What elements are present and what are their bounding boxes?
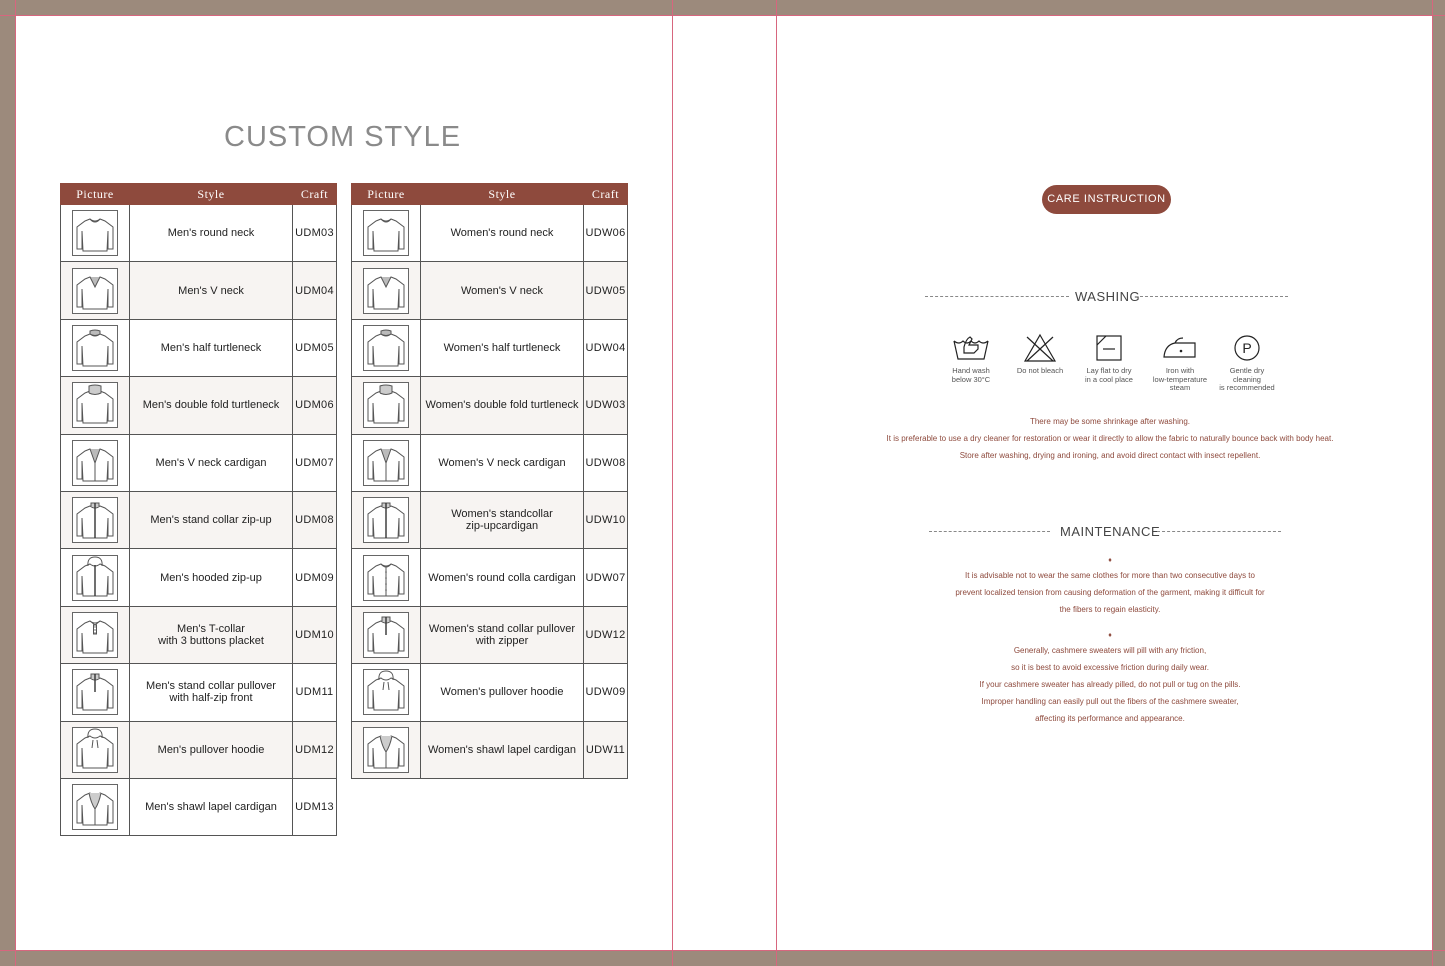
style-name-line: Men's double fold turtleneck xyxy=(142,399,280,412)
page-trim-line xyxy=(0,15,1445,16)
style-name-line: with 3 buttons placket xyxy=(158,634,264,647)
table-row xyxy=(352,664,628,721)
picture-cell xyxy=(61,606,130,663)
column-header-craft: Craft xyxy=(293,184,337,205)
picture-cell xyxy=(352,262,421,319)
style-name-line: Women's stand collar pullover xyxy=(428,622,576,635)
dry-flat-icon xyxy=(1074,333,1144,363)
table-row xyxy=(352,262,628,319)
turtleneck-sweater-icon xyxy=(72,382,118,428)
picture-cell xyxy=(352,319,421,376)
style-name xyxy=(421,721,584,778)
style-name-line: Women's double fold turtleneck xyxy=(425,399,579,412)
table-row xyxy=(61,434,337,491)
hooded-zip-up-icon xyxy=(72,555,118,601)
craft-code: UDM05 xyxy=(293,319,337,376)
maintenance-heading: MAINTENANCE xyxy=(1060,524,1161,539)
picture-cell xyxy=(352,664,421,721)
table-row xyxy=(61,491,337,548)
style-name-line: Men's stand collar zip-up xyxy=(150,514,272,527)
column-header-picture: Picture xyxy=(352,184,421,205)
half-zip-pullover-icon xyxy=(72,669,118,715)
washing-note: There may be some shrinkage after washing. xyxy=(1029,417,1191,426)
care-symbol xyxy=(1074,333,1144,384)
table-row xyxy=(352,549,628,606)
picture-cell xyxy=(61,721,130,778)
style-name xyxy=(130,721,293,778)
style-name xyxy=(130,319,293,376)
pullover-hoodie-icon xyxy=(72,727,118,773)
table-row xyxy=(61,319,337,376)
care-symbol-label: Iron with low-temperature steam xyxy=(1152,366,1208,392)
table-row xyxy=(352,721,628,778)
care-symbol xyxy=(1212,333,1282,393)
shawl-cardigan-icon xyxy=(363,727,409,773)
table-row xyxy=(61,664,337,721)
right-page xyxy=(776,15,1432,950)
picture-cell xyxy=(352,491,421,548)
care-symbol xyxy=(936,333,1006,384)
picture-cell xyxy=(61,205,130,262)
style-name-line: Women's standcollar xyxy=(451,508,553,521)
v-neck-sweater-icon xyxy=(72,268,118,314)
craft-code: UDM11 xyxy=(293,664,337,721)
maintenance-note: prevent localized tension from causing deformation of the garment, making it difficult for xyxy=(955,588,1265,597)
page-fold-line xyxy=(672,0,673,966)
maintenance-note: If your cashmere sweater has already pilled, do not pull or tug on the pills. xyxy=(979,680,1241,689)
divider xyxy=(925,296,1069,297)
care-symbol xyxy=(1005,333,1075,376)
style-name-line: Women's V neck xyxy=(461,284,543,297)
polo-sweater-icon xyxy=(72,612,118,658)
turtleneck-sweater-icon xyxy=(363,382,409,428)
craft-code: UDW08 xyxy=(584,434,628,491)
picture-cell xyxy=(61,549,130,606)
washing-note: It is preferable to use a dry cleaner for restoration or wear it directly to allow the fabric to naturally bounce back with body heat. xyxy=(886,434,1334,443)
table-row xyxy=(352,434,628,491)
table-row xyxy=(352,491,628,548)
picture-cell xyxy=(352,377,421,434)
style-name xyxy=(421,205,584,262)
table-row xyxy=(61,205,337,262)
maintenance-notes-2 xyxy=(820,630,1400,727)
style-name xyxy=(130,262,293,319)
table-row xyxy=(61,778,337,835)
style-name-line: Men's V neck cardigan xyxy=(155,456,267,469)
maintenance-note: It is advisable not to wear the same clothes for more than two consecutive days to xyxy=(965,571,1255,580)
v-neck-cardigan-icon xyxy=(363,440,409,486)
picture-cell xyxy=(352,205,421,262)
craft-code: UDW04 xyxy=(584,319,628,376)
page-trim-line xyxy=(1432,0,1433,966)
men-style-table xyxy=(60,183,337,836)
table-row xyxy=(352,377,628,434)
round-cardigan-icon xyxy=(363,555,409,601)
style-name xyxy=(421,377,584,434)
style-name-line: Men's T-collar xyxy=(177,622,245,635)
maintenance-note: the fibers to regain elasticity. xyxy=(1059,605,1161,614)
page-trim-line xyxy=(0,950,1445,951)
column-header-craft: Craft xyxy=(584,184,628,205)
style-name-line: Men's stand collar pullover xyxy=(146,680,276,693)
style-name-line: Women's half turtleneck xyxy=(443,341,561,354)
style-name xyxy=(421,262,584,319)
page-trim-line xyxy=(15,0,16,966)
page-title: CUSTOM STYLE xyxy=(224,121,462,153)
craft-code: UDM09 xyxy=(293,549,337,606)
style-name-line: Women's round colla cardigan xyxy=(428,571,576,584)
craft-code: UDW06 xyxy=(584,205,628,262)
style-name xyxy=(130,205,293,262)
page-gutter xyxy=(672,15,776,950)
craft-code: UDM07 xyxy=(293,434,337,491)
craft-code: UDW10 xyxy=(584,491,628,548)
half-zip-pullover-icon xyxy=(363,612,409,658)
craft-code: UDM03 xyxy=(293,205,337,262)
care-symbol xyxy=(1145,333,1215,393)
table-row xyxy=(61,721,337,778)
care-instruction-badge: CARE INSTRUCTION xyxy=(1042,185,1171,214)
style-name xyxy=(130,377,293,434)
picture-cell xyxy=(352,606,421,663)
craft-code: UDM06 xyxy=(293,377,337,434)
picture-cell xyxy=(61,664,130,721)
washing-note: Store after washing, drying and ironing, and avoid direct contact with insect repellent. xyxy=(959,451,1261,460)
shawl-cardigan-icon xyxy=(72,784,118,830)
hand-wash-icon xyxy=(936,333,1006,363)
style-name-line: Men's shawl lapel cardigan xyxy=(145,801,277,814)
maintenance-note: affecting its performance and appearance. xyxy=(1035,714,1185,723)
picture-cell xyxy=(352,434,421,491)
table-row xyxy=(352,319,628,376)
style-name-line: Men's round neck xyxy=(167,227,255,240)
iron-low-icon xyxy=(1145,333,1215,363)
page-fold-line xyxy=(776,0,777,966)
style-name-line: with zipper xyxy=(475,634,529,647)
craft-code: UDW09 xyxy=(584,664,628,721)
style-name xyxy=(421,606,584,663)
style-name xyxy=(130,606,293,663)
divider xyxy=(1157,531,1281,532)
style-name xyxy=(421,549,584,606)
column-header-picture: Picture xyxy=(61,184,130,205)
style-name xyxy=(130,491,293,548)
round-neck-sweater-icon xyxy=(72,210,118,256)
column-header-style: Style xyxy=(421,184,584,205)
style-name-line: Women's V neck cardigan xyxy=(438,456,566,469)
table-row xyxy=(352,205,628,262)
maintenance-note: Improper handling can easily pull out the fibers of the cashmere sweater, xyxy=(981,697,1239,706)
picture-cell xyxy=(61,319,130,376)
care-symbol-label: Gentle dry cleaning is recommended xyxy=(1219,366,1275,392)
style-name xyxy=(130,664,293,721)
style-name-line: Men's half turtleneck xyxy=(160,341,262,354)
style-name xyxy=(421,319,584,376)
picture-cell xyxy=(352,721,421,778)
bullet-diamond-icon: ♦ xyxy=(1108,557,1112,564)
picture-cell xyxy=(61,491,130,548)
style-name xyxy=(130,434,293,491)
style-name-line: Women's shawl lapel cardigan xyxy=(427,743,577,756)
svg-text:P: P xyxy=(1242,340,1252,356)
craft-code: UDW03 xyxy=(584,377,628,434)
care-symbol-label: Do not bleach xyxy=(1016,366,1064,375)
table-row xyxy=(61,606,337,663)
style-name xyxy=(130,549,293,606)
picture-cell xyxy=(61,434,130,491)
picture-cell xyxy=(352,549,421,606)
table-row xyxy=(61,262,337,319)
half-turtleneck-sweater-icon xyxy=(72,325,118,371)
style-name-line: Women's round neck xyxy=(450,227,554,240)
style-name-line: zip-upcardigan xyxy=(465,520,539,533)
craft-code: UDW05 xyxy=(584,262,628,319)
craft-code: UDW11 xyxy=(584,721,628,778)
divider xyxy=(929,531,1050,532)
column-header-style: Style xyxy=(130,184,293,205)
zip-up-icon xyxy=(363,497,409,543)
pullover-hoodie-icon xyxy=(363,669,409,715)
style-name xyxy=(421,434,584,491)
style-name-line: with half-zip front xyxy=(169,692,253,705)
bullet-diamond-icon: ♦ xyxy=(1108,632,1112,639)
v-neck-cardigan-icon xyxy=(72,440,118,486)
v-neck-sweater-icon xyxy=(363,268,409,314)
maintenance-notes-1 xyxy=(820,555,1400,618)
table-row xyxy=(61,377,337,434)
style-name xyxy=(421,491,584,548)
maintenance-note: Generally, cashmere sweaters will pill with any friction, xyxy=(1013,646,1207,655)
style-name xyxy=(130,778,293,835)
picture-cell xyxy=(61,377,130,434)
women-style-table xyxy=(351,183,628,779)
half-turtleneck-sweater-icon xyxy=(363,325,409,371)
style-name-line: Men's hooded zip-up xyxy=(160,571,262,584)
style-name-line: Men's pullover hoodie xyxy=(157,743,265,756)
care-symbol-label: Hand wash below 30°C xyxy=(951,366,991,384)
style-name-line: Men's V neck xyxy=(178,284,244,297)
craft-code: UDM10 xyxy=(293,606,337,663)
craft-code: UDM12 xyxy=(293,721,337,778)
craft-code: UDW12 xyxy=(584,606,628,663)
style-name xyxy=(421,664,584,721)
craft-code: UDW07 xyxy=(584,549,628,606)
craft-code: UDM04 xyxy=(293,262,337,319)
zip-up-icon xyxy=(72,497,118,543)
table-row xyxy=(352,606,628,663)
washing-notes xyxy=(820,413,1400,464)
craft-code: UDM13 xyxy=(293,778,337,835)
picture-cell xyxy=(61,262,130,319)
divider xyxy=(1140,296,1288,297)
care-symbol-label: Lay flat to dry in a cool place xyxy=(1085,366,1133,384)
table-row xyxy=(61,549,337,606)
washing-heading: WASHING xyxy=(1075,289,1141,304)
picture-cell xyxy=(61,778,130,835)
dry-clean-p-icon xyxy=(1212,333,1282,363)
do-not-bleach-icon xyxy=(1005,333,1075,363)
craft-code: UDM08 xyxy=(293,491,337,548)
style-name-line: Women's pullover hoodie xyxy=(440,686,564,699)
maintenance-note: so it is best to avoid excessive friction during daily wear. xyxy=(1011,663,1209,672)
round-neck-sweater-icon xyxy=(363,210,409,256)
